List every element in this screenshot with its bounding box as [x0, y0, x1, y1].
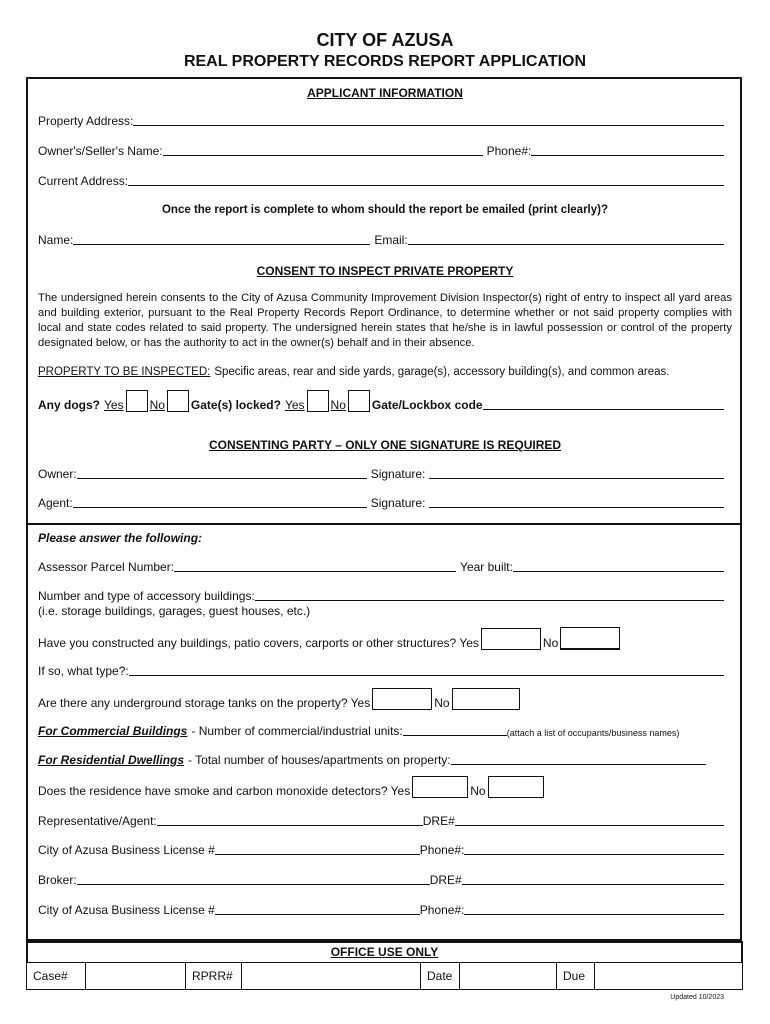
dogs-label: Any dogs?: [38, 398, 100, 412]
year-built-field[interactable]: [513, 570, 724, 572]
gates-label: Gate(s) locked?: [190, 398, 281, 412]
current-address-row: [38, 174, 724, 188]
rep-dre-field[interactable]: [455, 824, 724, 826]
broker-phone-field[interactable]: [464, 913, 724, 915]
consent-agent-label: Agent:: [38, 496, 73, 510]
owner-name-label: Owner's/Seller's Name:: [38, 144, 163, 158]
owner-phone-label: Phone#:: [486, 144, 532, 158]
property-address-row: [38, 114, 724, 128]
apn-row: [38, 560, 724, 574]
property-address-label: Property Address:: [38, 114, 134, 128]
case-label: Case#: [27, 963, 86, 989]
rprr-label: RPRR#: [186, 963, 242, 989]
commercial-note: (attach a list of occupants/business names): [506, 728, 680, 738]
rep-license-field[interactable]: [215, 853, 420, 855]
agent-signature-row: [38, 496, 724, 510]
office-use-heading: OFFICE USE ONLY: [330, 945, 439, 959]
broker-label: Broker:: [38, 873, 77, 887]
accessory-row: [38, 589, 724, 603]
owner-signature-label: Signature:: [370, 467, 426, 481]
tanks-row: [38, 688, 724, 710]
tanks-no-label: No: [434, 696, 450, 710]
dogs-yes-checkbox[interactable]: [126, 390, 148, 412]
constructed-yes-box[interactable]: [481, 628, 541, 650]
rprr-field[interactable]: [242, 963, 421, 989]
questions-heading-row: [38, 531, 724, 545]
owner-row: [38, 144, 724, 158]
current-address-label: Current Address:: [38, 174, 129, 188]
detectors-row: [38, 776, 724, 798]
if-so-field[interactable]: [129, 674, 724, 676]
consent-owner-field[interactable]: [77, 477, 367, 479]
owner-signature-row: [38, 467, 724, 481]
broker-license-label: City of Azusa Business License #: [38, 903, 215, 917]
dogs-gates-row: [38, 390, 724, 412]
detectors-label: Does the residence have smoke and carbon monoxide detectors? Yes: [38, 784, 411, 798]
consent-heading: CONSENT TO INSPECT PRIVATE PROPERTY: [256, 264, 514, 278]
dogs-no-label: No: [149, 398, 165, 412]
recipient-email-label: Email:: [374, 233, 408, 247]
accessory-hint-row: [38, 604, 724, 618]
rep-phone-field[interactable]: [464, 853, 724, 855]
detectors-yes-box[interactable]: [412, 776, 468, 798]
email-prompt: Once the report is complete to whom should the report be emailed (print clearly)?: [161, 204, 609, 216]
rep-license-label: City of Azusa Business License #: [38, 843, 215, 857]
inspected-label: PROPERTY TO BE INSPECTED:: [38, 366, 211, 378]
constructed-no-box[interactable]: [560, 627, 620, 650]
gates-no-label: No: [330, 398, 346, 412]
constructed-row: [38, 627, 724, 650]
accessory-label: Number and type of accessory buildings:: [38, 589, 255, 603]
questions-heading: Please answer the following:: [38, 531, 203, 545]
commercial-row: [38, 724, 724, 738]
rep-dre-label: DRE#: [422, 814, 455, 828]
apn-field[interactable]: [174, 570, 456, 572]
broker-field[interactable]: [77, 883, 430, 885]
consent-owner-label: Owner:: [38, 467, 77, 481]
rep-agent-label: Representative/Agent:: [38, 814, 157, 828]
consent-agent-field[interactable]: [73, 506, 367, 508]
owner-signature-field[interactable]: [429, 477, 724, 479]
page-title: CITY OF AZUSA: [316, 30, 454, 50]
residential-text: - Total number of houses/apartments on property:: [188, 753, 451, 767]
gates-no-checkbox[interactable]: [348, 390, 370, 412]
broker-dre-label: DRE#: [429, 873, 462, 887]
commercial-label: For Commercial Buildings: [38, 724, 188, 738]
accessory-field[interactable]: [255, 599, 724, 601]
owner-phone-field[interactable]: [531, 154, 724, 156]
detectors-no-box[interactable]: [488, 776, 544, 798]
broker-phone-label: Phone#:: [419, 903, 465, 917]
recipient-name-label: Name:: [38, 233, 74, 247]
constructed-label: Have you constructed any buildings, patio covers, carports or other structures? Yes: [38, 636, 479, 650]
applicant-heading: APPLICANT INFORMATION: [307, 86, 463, 100]
office-use-table: [26, 962, 743, 990]
property-address-field[interactable]: [133, 124, 724, 126]
updated-note: Updated 10/2023: [670, 994, 724, 1001]
lockbox-field[interactable]: [483, 408, 724, 410]
rep-agent-row: [38, 814, 724, 828]
if-so-label: If so, what type?:: [38, 664, 129, 678]
agent-signature-field[interactable]: [429, 506, 724, 508]
detectors-no-label: No: [470, 784, 486, 798]
due-label: Due: [557, 963, 595, 989]
if-so-row: [38, 664, 724, 678]
lockbox-label: Gate/Lockbox code: [371, 398, 483, 412]
rep-license-row: [38, 843, 724, 857]
constructed-no-label: No: [542, 636, 559, 650]
apn-label: Assessor Parcel Number:: [38, 560, 175, 574]
inspected-text: Specific areas, rear and side yards, garage(s), accessory building(s), and common areas.: [214, 366, 670, 378]
residential-row: [38, 753, 706, 767]
accessory-hint: (i.e. storage buildings, garages, guest houses, etc.): [38, 604, 311, 618]
case-field[interactable]: [86, 963, 186, 989]
consent-paragraph: The undersigned herein consents to the City of Azusa Community Improvement Division Inspector(s) right of entry to inspect all yard areas and building exterior, pursuant to the Real Property Records Report Ordinance, to determine whether or not said property complies with local and state codes related to said property. The undersigned herein states that he/she is in lawful possession or control of the property designated below, or has the authority to act in the owner(s) behalf and in their absence.: [38, 292, 732, 349]
tanks-no-box[interactable]: [452, 688, 520, 710]
tanks-label: Are there any underground storage tanks on the property? Yes: [38, 696, 371, 710]
residential-label: For Residential Dwellings: [38, 753, 185, 767]
office-use-header: [26, 941, 743, 963]
broker-dre-field[interactable]: [462, 883, 724, 885]
consenting-heading: CONSENTING PARTY – ONLY ONE SIGNATURE IS REQUIRED: [208, 438, 562, 452]
owner-name-field[interactable]: [163, 154, 483, 156]
gates-yes-label: Yes: [284, 398, 305, 412]
agent-signature-label: Signature:: [370, 496, 426, 510]
recipient-email-field[interactable]: [408, 243, 724, 245]
broker-row: [38, 873, 724, 887]
rep-agent-field[interactable]: [157, 824, 423, 826]
tanks-yes-box[interactable]: [372, 688, 432, 710]
commercial-text: - Number of commercial/industrial units:: [191, 724, 403, 738]
broker-license-field[interactable]: [215, 913, 420, 915]
date-label: Date: [421, 963, 460, 989]
year-built-label: Year built:: [460, 560, 513, 574]
page-subtitle: REAL PROPERTY RECORDS REPORT APPLICATION: [183, 53, 587, 70]
current-address-field[interactable]: [128, 184, 724, 186]
broker-license-row: [38, 903, 724, 917]
date-field[interactable]: [460, 963, 557, 989]
due-field[interactable]: [595, 963, 742, 989]
commercial-units-field[interactable]: [403, 734, 507, 736]
recipient-name-field[interactable]: [73, 243, 370, 245]
dogs-no-checkbox[interactable]: [167, 390, 189, 412]
residential-units-field[interactable]: [451, 763, 706, 765]
rep-phone-label: Phone#:: [419, 843, 465, 857]
gates-yes-checkbox[interactable]: [307, 390, 329, 412]
dogs-yes-label: Yes: [104, 398, 124, 412]
inspected-row: [38, 366, 724, 378]
report-recipient-row: [38, 233, 724, 247]
